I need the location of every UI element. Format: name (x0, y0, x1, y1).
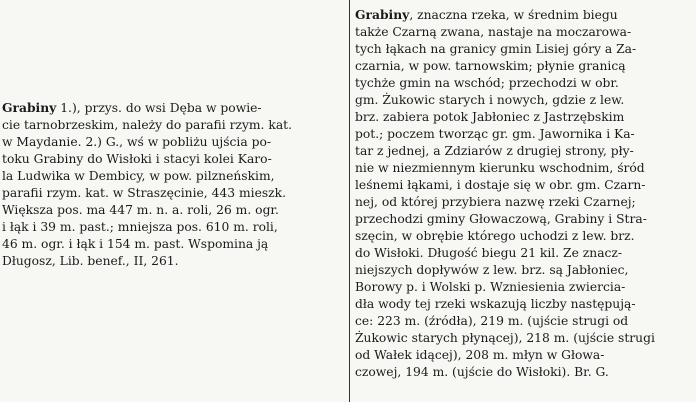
entry-line: tych łąkach na granicy gmin Lisiej góry a Za- (355, 42, 637, 56)
entry-line: Długosz, Lib. benef., II, 261. (2, 254, 179, 268)
entry-line: szęcin, w obrębie którego uchodzi z lew. brz. (355, 229, 635, 243)
column-divider (349, 0, 350, 402)
entry-line: Większa pos. ma 447 m. n. a. roli, 26 m. ogr. (2, 203, 279, 217)
entry-line: od Wałek idącej), 208 m. młyn w Głowa- (355, 348, 605, 362)
entry-text: 1.), przys. do wsi Dęba w powie- (56, 101, 262, 115)
entry-line: także Czarną zwana, nastaje na moczarowa- (355, 25, 632, 39)
entry-headword: Grabiny (2, 100, 57, 115)
entry-line: parafii rzym. kat. w Straszęcinie, 443 mieszk. (2, 186, 287, 200)
entry-grabiny-village (2, 99, 350, 270)
entry-line: toku Grabiny do Wisłoki i stacyi kolei Karo- (2, 152, 272, 166)
entry-line: nej, od której przybiera nazwę rzeki Czarnej; (355, 195, 636, 209)
entry-headword: Grabiny (355, 7, 410, 22)
entry-line: w Maydanie. 2.) G., wś w pobliżu ujścia po- (2, 135, 272, 149)
entry-line: leśnemi łąkami, i dostaje się w obr. gm. Czarn- (355, 178, 646, 192)
entry-line: niejszych dopływów z lew. brz. są Jabłoniec, (355, 263, 629, 277)
entry-grabiny-river (355, 6, 691, 381)
entry-line: nie w niezmiennym kierunku wschodnim, śród (355, 161, 645, 175)
entry-line (355, 6, 691, 24)
entry-line: przechodzi gminy Głowaczową, Grabiny i Stra- (355, 212, 647, 226)
entry-line: ce: 223 m. (źródła), 219 m. (ujście strugi od (355, 314, 629, 328)
entry-line (2, 99, 350, 117)
entry-line: Borowy p. i Wolski p. Wzniesienia zwiercia- (355, 280, 626, 294)
entry-line: 46 m. ogr. i łąk i 154 m. past. Wspomina ją (2, 237, 269, 251)
entry-line: do Wisłoki. Długość biegu 21 kil. Ze znacz- (355, 246, 623, 260)
entry-line: brz. zabiera potok Jabłoniec z Jastrzębskim (355, 110, 625, 124)
entry-line: i łąk i 39 m. past.; mniejsza pos. 610 m. roli, (2, 220, 278, 234)
entry-line: czarnia, w pow. tarnowskim; płynie granicą (355, 59, 626, 73)
entry-line: tar z jednej, a Zdziarów z drugiej strony, pły- (355, 144, 634, 158)
entry-line: Żukowic starych płynącej), 218 m. (ujście strugi (355, 331, 655, 345)
entry-line: tychże gmin na wschód; przechodzi w obr. (355, 76, 619, 90)
entry-line: la Ludwika w Dembicy, w pow. pilzneńskim, (2, 169, 275, 183)
entry-text: , znaczna rzeka, w średnim biegu (409, 8, 618, 22)
entry-line: gm. Żukowic starych i nowych, gdzie z lew. (355, 93, 625, 107)
entry-line: dła wody tej rzeki wskazują liczby następują- (355, 297, 636, 311)
entry-line: cie tarnobrzeskim, należy do parafii rzym. kat. (2, 118, 293, 132)
entry-line: pot.; poczem tworząc gr. gm. Jawornika i Ka- (355, 127, 635, 141)
entry-line: czowej, 194 m. (ujście do Wisłoki). Br. G. (355, 365, 609, 379)
